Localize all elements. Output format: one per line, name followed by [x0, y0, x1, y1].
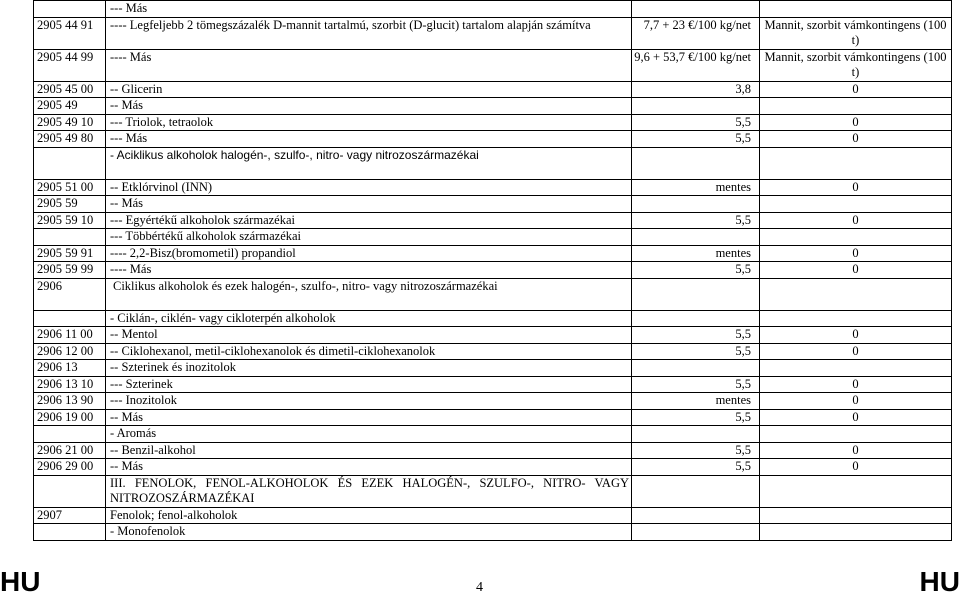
language-code-left: HU [0, 566, 41, 597]
table-row [34, 229, 952, 246]
description: -- Szterinek és inozitolok [106, 360, 632, 377]
duty-rate: 5,5 [632, 343, 760, 360]
description: - Aciklikus alkoholok halogén-, szulfo-, nitro- vagy nitrozoszármazékai [106, 147, 632, 179]
cn-code: 2906 19 00 [34, 409, 106, 426]
cn-code: 2906 [34, 278, 106, 310]
table-row [34, 245, 952, 262]
description: -- Más [106, 459, 632, 476]
quota [760, 426, 952, 443]
description: -- Más [106, 98, 632, 115]
quota: 0 [760, 343, 952, 360]
description: -- Mentol [106, 327, 632, 344]
duty-rate: 5,5 [632, 409, 760, 426]
cn-code: 2905 59 91 [34, 245, 106, 262]
cn-code: 2906 13 90 [34, 393, 106, 410]
description: -- Ciklohexanol, metil-ciklohexanolok és dimetil-ciklohexanolok [106, 343, 632, 360]
duty-rate [632, 229, 760, 246]
table-row [34, 409, 952, 426]
cn-code: 2906 29 00 [34, 459, 106, 476]
duty-rate: 5,5 [632, 114, 760, 131]
table-row [34, 310, 952, 327]
duty-rate: 5,5 [632, 327, 760, 344]
cn-code: 2905 45 00 [34, 81, 106, 98]
description: -- Benzil-alkohol [106, 442, 632, 459]
tariff-table [33, 0, 952, 541]
description: -- Más [106, 196, 632, 213]
table-row [34, 360, 952, 377]
duty-rate [632, 507, 760, 524]
description: - Aromás [106, 426, 632, 443]
quota: 0 [760, 131, 952, 148]
table-row [34, 442, 952, 459]
description: Fenolok; fenol-alkoholok [106, 507, 632, 524]
quota: 0 [760, 409, 952, 426]
description: - Ciklán-, ciklén- vagy cikloterpén alkoholok [106, 310, 632, 327]
quota: 0 [760, 327, 952, 344]
table-row [34, 98, 952, 115]
duty-rate [632, 278, 760, 310]
description: -- Más [106, 409, 632, 426]
quota: 0 [760, 459, 952, 476]
quota [760, 360, 952, 377]
duty-rate: 5,5 [632, 442, 760, 459]
cn-code: 2906 12 00 [34, 343, 106, 360]
quota: 0 [760, 442, 952, 459]
table-row [34, 426, 952, 443]
quota [760, 98, 952, 115]
quota [760, 147, 952, 179]
duty-rate [632, 310, 760, 327]
quota: 0 [760, 81, 952, 98]
cn-code: 2906 13 [34, 360, 106, 377]
description: ---- 2,2-Bisz(bromometil) propandiol [106, 245, 632, 262]
duty-rate: 3,8 [632, 81, 760, 98]
duty-rate [632, 196, 760, 213]
description: ---- Más [106, 262, 632, 279]
description: --- Többértékű alkoholok származékai [106, 229, 632, 246]
cn-code [34, 426, 106, 443]
duty-rate [632, 147, 760, 179]
description: --- Más [106, 131, 632, 148]
duty-rate [632, 426, 760, 443]
quota [760, 278, 952, 310]
cn-code [34, 147, 106, 179]
cn-code: 2905 49 [34, 98, 106, 115]
duty-rate [632, 475, 760, 507]
quota [760, 229, 952, 246]
cn-code: 2905 44 91 [34, 17, 106, 49]
table-row [34, 81, 952, 98]
description: --- Inozitolok [106, 393, 632, 410]
table-row [34, 49, 952, 81]
duty-rate: 7,7 + 23 €/100 kg/net [632, 17, 760, 49]
cn-code: 2905 59 [34, 196, 106, 213]
page-number: 4 [476, 580, 483, 595]
description: ---- Más [106, 49, 632, 81]
description: -- Glicerin [106, 81, 632, 98]
cn-code: 2906 13 10 [34, 376, 106, 393]
cn-code [34, 475, 106, 507]
description: -- Etklórvinol (INN) [106, 179, 632, 196]
duty-rate: 9,6 + 53,7 €/100 kg/net [632, 49, 760, 81]
table-row [34, 212, 952, 229]
table-row [34, 179, 952, 196]
duty-rate: mentes [632, 393, 760, 410]
quota: 0 [760, 179, 952, 196]
cn-code: 2905 44 99 [34, 49, 106, 81]
cn-code: 2906 11 00 [34, 327, 106, 344]
quota: 0 [760, 376, 952, 393]
cn-code [34, 524, 106, 541]
description: --- Más [106, 1, 632, 18]
description: --- Szterinek [106, 376, 632, 393]
quota [760, 524, 952, 541]
cn-code: 2906 21 00 [34, 442, 106, 459]
quota: 0 [760, 114, 952, 131]
quota: 0 [760, 212, 952, 229]
quota: 0 [760, 245, 952, 262]
table-row [34, 196, 952, 213]
duty-rate [632, 360, 760, 377]
description: - Monofenolok [106, 524, 632, 541]
quota [760, 507, 952, 524]
quota: 0 [760, 262, 952, 279]
table-row [34, 507, 952, 524]
table-row [34, 278, 952, 310]
cn-code: 2907 [34, 507, 106, 524]
duty-rate: 5,5 [632, 212, 760, 229]
cn-code: 2905 59 99 [34, 262, 106, 279]
duty-rate: mentes [632, 179, 760, 196]
cn-code: 2905 51 00 [34, 179, 106, 196]
table-row [34, 459, 952, 476]
language-code-right: HU [919, 566, 960, 597]
quota: Mannit, szorbit vámkontingens (100 t) [760, 17, 952, 49]
duty-rate [632, 524, 760, 541]
table-row [34, 393, 952, 410]
quota [760, 196, 952, 213]
table-row [34, 475, 952, 507]
quota: Mannit, szorbit vámkontingens (100 t) [760, 49, 952, 81]
cn-code [34, 229, 106, 246]
cn-code: 2905 49 10 [34, 114, 106, 131]
description: --- Triolok, tetraolok [106, 114, 632, 131]
cn-code [34, 310, 106, 327]
table-row [34, 327, 952, 344]
table-row [34, 114, 952, 131]
quota [760, 475, 952, 507]
cn-code: 2905 59 10 [34, 212, 106, 229]
table-row [34, 1, 952, 18]
quota [760, 1, 952, 18]
table-row [34, 343, 952, 360]
duty-rate: 5,5 [632, 262, 760, 279]
table-row [34, 17, 952, 49]
cn-code: 2905 49 80 [34, 131, 106, 148]
table-row [34, 376, 952, 393]
description: ---- Legfeljebb 2 tömegszázalék D-mannit tartalmú, szorbit (D-glucit) tartalom alapján számítva [106, 17, 632, 49]
duty-rate: 5,5 [632, 459, 760, 476]
duty-rate: mentes [632, 245, 760, 262]
duty-rate [632, 1, 760, 18]
cn-code [34, 1, 106, 18]
quota: 0 [760, 393, 952, 410]
description: Ciklikus alkoholok és ezek halogén-, szulfo-, nitro- vagy nitrozoszármazékai [106, 278, 632, 310]
quota [760, 310, 952, 327]
description: --- Egyértékű alkoholok származékai [106, 212, 632, 229]
duty-rate: 5,5 [632, 131, 760, 148]
table-row [34, 262, 952, 279]
duty-rate [632, 98, 760, 115]
description: III. FENOLOK, FENOL-ALKOHOLOK ÉS EZEK HALOGÉN-, SZULFO-, NITRO- VAGY NITROZOSZÁRMAZÉKAI [106, 475, 632, 507]
table-row [34, 524, 952, 541]
table-row [34, 131, 952, 148]
table-row [34, 147, 952, 179]
duty-rate: 5,5 [632, 376, 760, 393]
